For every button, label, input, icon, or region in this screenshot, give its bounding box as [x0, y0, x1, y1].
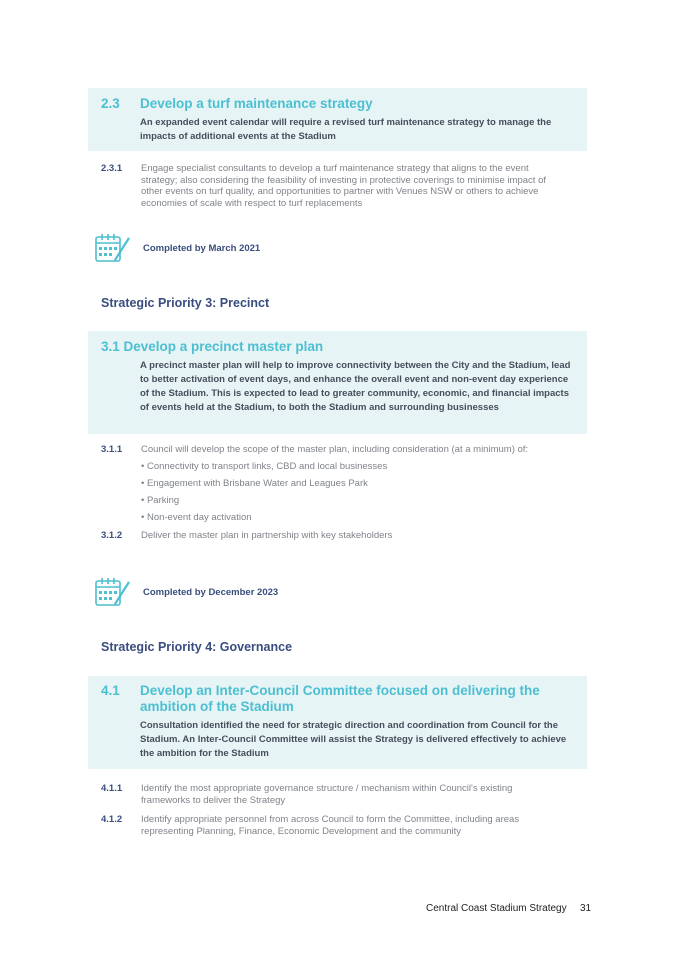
- action-item-number: 4.1.1: [101, 783, 123, 794]
- section-2-3-box: [88, 88, 587, 151]
- action-item-text: Council will develop the scope of the master plan, including consideration (at a minimum) of:: [141, 444, 529, 455]
- completion-date: Completed by March 2021: [143, 243, 261, 254]
- section-title: 3.1 Develop a precinct master plan: [101, 339, 324, 354]
- action-item-text: Engage specialist consultants to develop a turf maintenance strategy that aligns to the event strategy; also considering the feasibility of investing in protective coverings to minimise impact of other events on turf quality, and opportunities to partner with Venues NSW or others to achieve economies of scale with respect to turf replacements: [141, 163, 546, 209]
- section-description: A precinct master plan will help to improve connectivity between the City and the Stadium, lead to better activation of event days, and enhance the overall event and non-event day experience of the Stadium. This is expected to lead to greater community, economic, and financial impacts of events held at the Stadium, to both the Stadium and surrounding businesses: [140, 360, 571, 413]
- list-item: • Connectivity to transport links, CBD and local businesses: [141, 461, 388, 472]
- footer-document-title: Central Coast Stadium Strategy: [426, 903, 567, 914]
- calendar-pencil-icon: [94, 576, 134, 610]
- list-item: • Parking: [141, 495, 180, 506]
- page-number: 31: [580, 903, 592, 914]
- section-4-1-box: [88, 676, 587, 769]
- action-item-text: Identify appropriate personnel from across Council to form the Committee, including areas representing Planning, Finance, Economic Development and the community: [141, 814, 520, 837]
- calendar-pencil-icon: [94, 232, 134, 266]
- action-item-text: Identify the most appropriate governance structure / mechanism within Council's existing frameworks to deliver the Strategy: [141, 783, 513, 806]
- action-item-text: Deliver the master plan in partnership with key stakeholders: [141, 530, 393, 541]
- section-title: Develop a turf maintenance strategy: [140, 96, 373, 111]
- section-number: 4.1: [101, 683, 120, 698]
- list-item: • Non-event day activation: [141, 512, 252, 523]
- list-item: • Engagement with Brisbane Water and Leagues Park: [141, 478, 368, 489]
- action-item-number: 3.1.2: [101, 530, 123, 541]
- section-3-1-box: [88, 331, 587, 434]
- section-title: Develop an Inter-Council Committee focused on delivering the ambition of the Stadium: [140, 683, 540, 714]
- action-item-number: 4.1.2: [101, 814, 123, 825]
- strategic-priority-heading: Strategic Priority 4: Governance: [101, 640, 293, 654]
- action-item-number: 2.3.1: [101, 163, 123, 174]
- section-number: 2.3: [101, 96, 120, 111]
- section-description: An expanded event calendar will require a revised turf maintenance strategy to manage the impacts of additional events at the Stadium: [140, 117, 552, 142]
- action-item-number: 3.1.1: [101, 444, 123, 455]
- completion-date: Completed by December 2023: [143, 587, 279, 598]
- strategic-priority-heading: Strategic Priority 3: Precinct: [101, 296, 270, 310]
- section-description: Consultation identified the need for strategic direction and coordination from Council for the Stadium. An Inter-Council Committee will assist the Strategy is delivered effectively to achieve the ambition for the Stadium: [140, 720, 567, 759]
